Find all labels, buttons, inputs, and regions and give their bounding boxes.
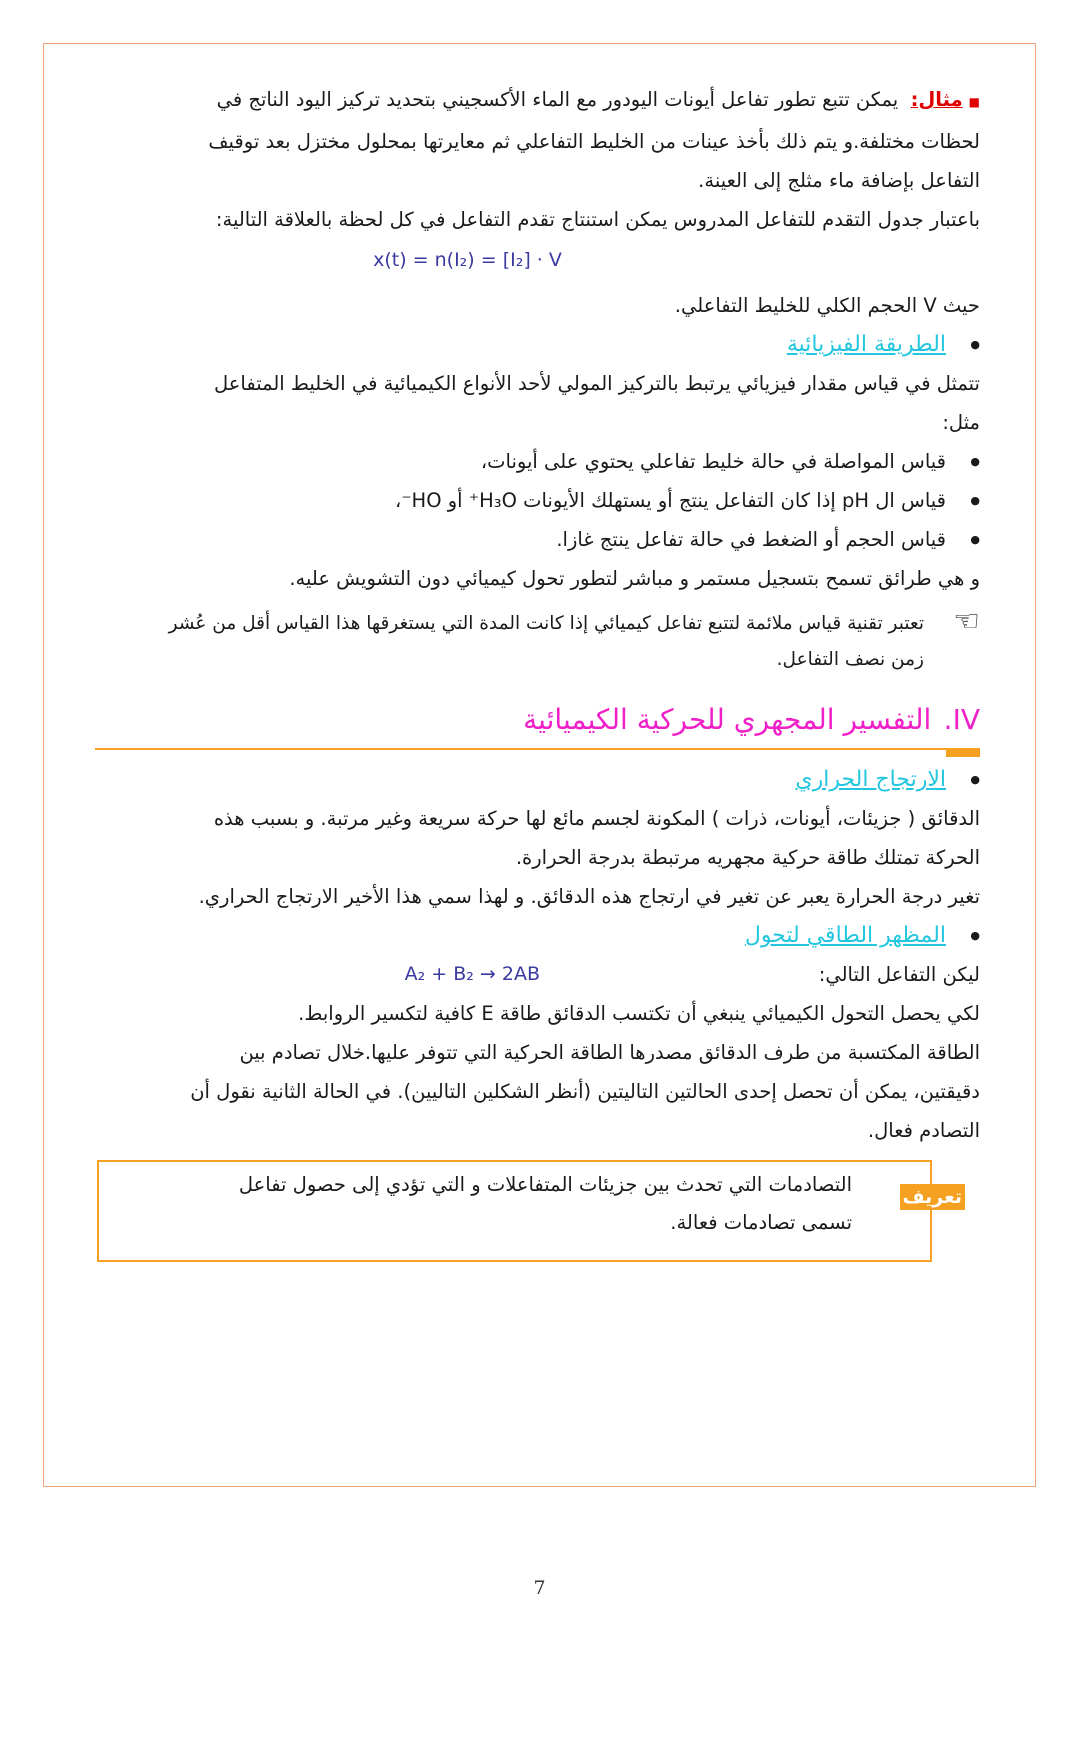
square-bullet-icon: ■ [968,95,980,109]
section-4-heading [95,700,980,750]
list-item: ● قياس الحجم أو الضغط في حالة تفاعل ينتج غازا. [95,520,980,559]
definition-tag: تعريف [900,1184,965,1210]
energy-line-1: لكي يحصل التحول الكيميائي ينبغي أن تكتسب الدقائق طاقة E كافية لتكسير الروابط. [298,1002,980,1025]
thermal-line-2: الحركة تمتلك طاقة حركية مجهريه مرتبطة بدرجة الحرارة. [515,846,980,869]
definition-box [97,1160,962,1262]
thermal-heading [95,760,980,799]
example-text-1: يمكن تتبع تطور تفاعل أيونات اليودور مع الماء الأكسجيني بتحديد تركيز اليود الناتج في [216,88,899,111]
list-item: ● قياس ال pH إذا كان التفاعل ينتج أو يستهلك الأيونات H₃O⁺ أو HO⁻، [95,481,980,520]
section-4-title: التفسير المجهري للحركية الكيميائية [523,703,932,736]
note-line-1: تعتبر تقنية قياس ملائمة لتتبع تفاعل كيميائي إذا كانت المدة التي يستغرقها هذا القياس أقل من عُشر [168,613,924,634]
reaction-equation: A₂ + B₂ → 2AB [404,963,540,985]
physical-method-title: الطريقة الفيزيائية [786,332,946,357]
page-content [95,80,980,1262]
example-line-3: التفاعل بإضافة ماء مثلج إلى العينة. [698,169,980,192]
definition-line-1: التصادمات التي تحدث بين جزيئات المتفاعلات و التي تؤدي إلى حصول تفاعل [238,1173,852,1196]
thermal-title: الارتجاج الحراري [795,767,946,792]
energy-line-4: التصادم فعال. [867,1119,980,1142]
note-block [95,606,980,678]
example-line-4: باعتبار جدول التقدم للتفاعل المدروس يمكن استنتاج تقدم التفاعل في كل لحظة بالعلاقة التالية: [215,208,980,231]
example-line-1 [95,80,980,122]
example-label: مثال: [910,88,963,111]
note-line-2: زمن نصف التفاعل. [776,649,924,670]
physical-method-text-2: مثل: [942,411,980,434]
energy-heading [95,916,980,955]
energy-line-2: الطاقة المكتسبة من طرف الدقائق مصدرها الطاقة الحركية التي تتوفر عليها.خلال تصادم بين [239,1041,980,1064]
example-line-5: حيث V الحجم الكلي للخليط التفاعلي. [674,294,980,317]
physical-method-text-3: و هي طرائق تسمح بتسجيل مستمر و مباشر لتطور تحول كيميائي دون التشويش عليه. [289,567,980,590]
advancement-formula: x(t) = n(I₂) = [I₂] · V [373,249,562,271]
thermal-line-3: تغير درجة الحرارة يعبر عن تغير في ارتجاج هذه الدقائق. و لهذا سمي هذا الأخير الارتجاج الحراري. [198,885,980,908]
energy-line-3: دقيقتين، يمكن أن تحصل إحدى الحالتين التاليتين (أنظر الشكلين التاليين). في الحالة الثانية نقول أن [190,1080,980,1103]
energy-title: المظهر الطاقي لتحول [744,923,946,948]
definition-text [142,1166,852,1242]
definition-line-2: تسمى تصادمات فعالة. [670,1211,852,1234]
physical-method-heading [95,325,980,364]
section-underline-accent [946,749,980,757]
page-number: 7 [533,1577,546,1599]
thermal-line-1: الدقائق ( جزيئات، أيونات، ذرات ) المكونة لجسم مائع لها حركة سريعة وغير مرتبة. و بسبب هذه [213,807,980,830]
reaction-label: ليكن التفاعل التالي: [818,963,980,986]
physical-method-text-1: تتمثل في قياس مقدار فيزيائي يرتبط بالتركيز المولي لأحد الأنواع الكيميائية في الخليط المتفاعل [213,372,980,395]
list-item: ● قياس المواصلة في حالة خليط تفاعلي يحتوي على أيونات، [95,442,980,481]
reaction-line [95,955,980,994]
pointing-hand-icon: ☜ [953,604,980,639]
example-line-2: لحظات مختلفة.و يتم ذلك بأخذ عينات من الخليط التفاعلي ثم معايرتها بمحلول مختزل بعد توقيف [208,130,980,153]
section-4-number: IV. [943,703,980,736]
